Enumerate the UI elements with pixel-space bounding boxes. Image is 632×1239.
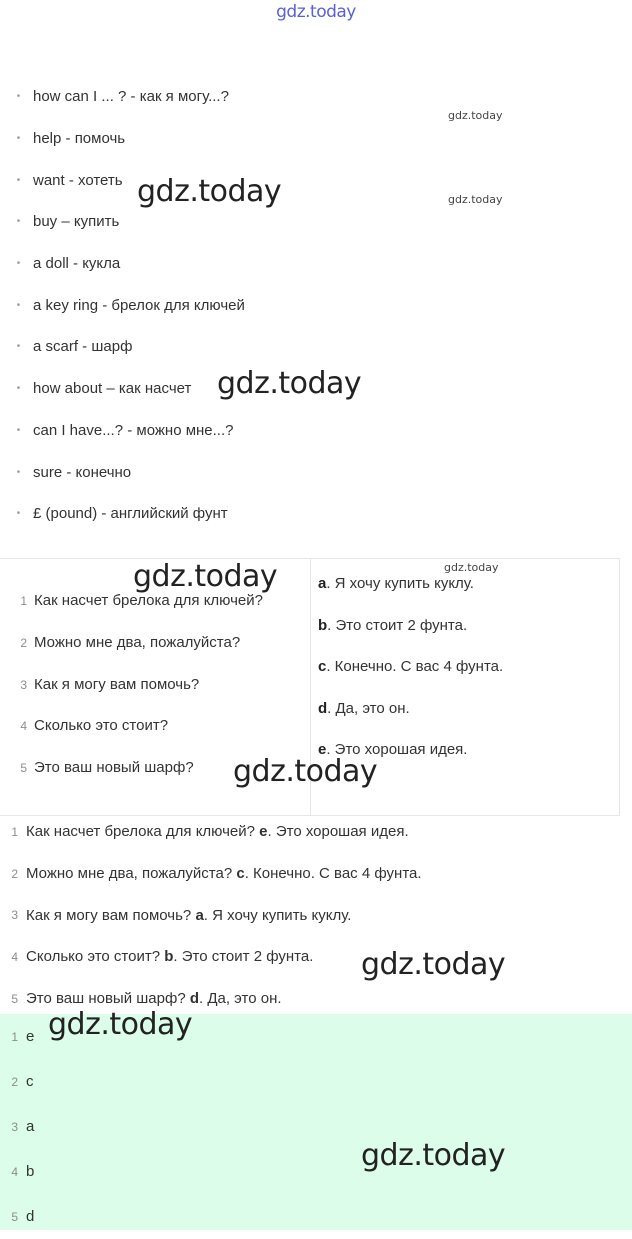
answer-option: e . Это хорошая идея. — [318, 741, 468, 758]
site-logo: gdz.today — [276, 2, 356, 22]
bullet-icon: • — [16, 133, 21, 145]
watermark-large: gdz.today — [361, 947, 506, 982]
question-row: 1 Как насчет брелока для ключей? — [20, 592, 263, 609]
list-item: • want - хотеть — [0, 159, 632, 201]
answer-list — [0, 811, 632, 1019]
answer-option: d . Да, это он. — [318, 700, 410, 717]
list-item: • how can I ... ? - как я могу...? — [0, 76, 632, 118]
watermark-large: gdz.today — [361, 1138, 506, 1173]
list-item: • £ (pound) - английский фунт — [0, 493, 632, 535]
list-item: 1 e — [11, 1028, 35, 1045]
question-row: 3 Как я могу вам помочь? — [20, 676, 200, 693]
list-item: • a scarf - шарф — [0, 326, 632, 368]
question-row: 4 Сколько это стоит? — [20, 717, 169, 734]
list-item: 1 Как насчет брелока для ключей? e . Это хорошая идея. — [11, 823, 409, 841]
list-item: • sure - конечно — [0, 451, 632, 493]
bullet-icon: • — [16, 258, 21, 270]
short-answer-block — [0, 1014, 632, 1230]
bullet-icon: • — [16, 466, 21, 478]
bullet-icon: • — [16, 383, 21, 395]
list-item: 4 b — [11, 1163, 35, 1180]
bullet-icon: • — [16, 91, 21, 103]
list-item: 2 c — [11, 1073, 34, 1090]
list-item: • help - помочь — [0, 118, 632, 160]
list-item: 4 Сколько это стоит? b . Это стоит 2 фунта. — [11, 948, 314, 966]
watermark-small: gdz.today — [444, 561, 499, 574]
question-row: 2 Можно мне два, пожалуйста? — [20, 634, 241, 651]
watermark-large: gdz.today — [133, 559, 278, 594]
list-item: 5 Это ваш новый шарф? d . Да, это он. — [11, 990, 282, 1008]
list-item: • can I have...? - можно мне...? — [0, 410, 632, 452]
bullet-icon: • — [16, 174, 21, 186]
list-item: • how about – как насчет — [0, 368, 632, 410]
list-item: 5 d — [11, 1208, 35, 1225]
list-item: 2 Можно мне два, пожалуйста? c . Конечно. С вас 4 фунта. — [11, 865, 422, 883]
list-item: • buy – купить — [0, 201, 632, 243]
question-row: 5 Это ваш новый шарф? — [20, 759, 194, 776]
bullet-icon: • — [16, 424, 21, 436]
list-item: • a key ring - брелок для ключей — [0, 284, 632, 326]
watermark-large: gdz.today — [48, 1007, 193, 1042]
bullet-icon: • — [16, 508, 21, 520]
list-item: • a doll - кукла — [0, 243, 632, 285]
watermark-large: gdz.today — [233, 754, 378, 789]
watermark-small: gdz.today — [448, 193, 503, 206]
list-item: 3 a — [11, 1118, 35, 1135]
bullet-icon: • — [16, 299, 21, 311]
watermark-large: gdz.today — [217, 366, 362, 401]
vocabulary-list — [0, 76, 632, 535]
answer-option: b . Это стоит 2 фунта. — [318, 617, 468, 634]
watermark-small: gdz.today — [448, 109, 503, 122]
answer-option: c . Конечно. С вас 4 фунта. — [318, 658, 504, 675]
watermark-large: gdz.today — [137, 174, 282, 209]
answer-option: a . Я хочу купить куклу. — [318, 575, 474, 592]
bullet-icon: • — [16, 341, 21, 353]
list-item: 3 Как я могу вам помочь? a . Я хочу купить куклу. — [11, 906, 352, 924]
bullet-icon: • — [16, 216, 21, 228]
